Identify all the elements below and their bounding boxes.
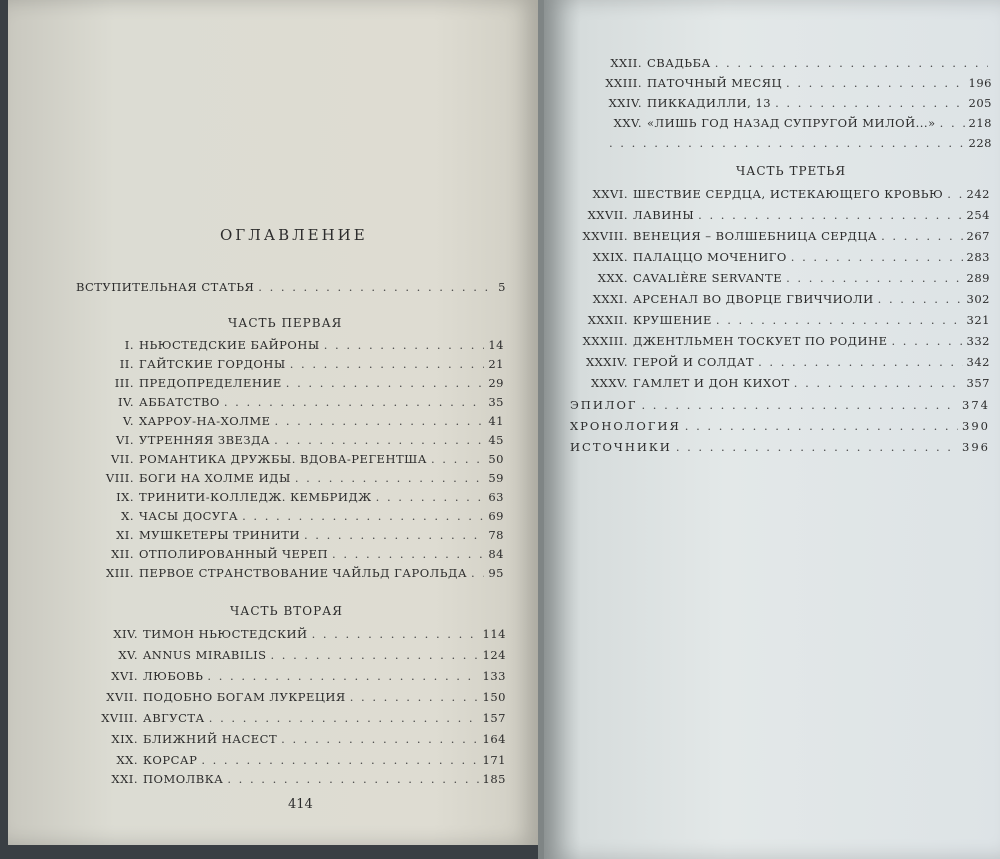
entry-page: 218	[968, 116, 992, 130]
entry-title: ПОДОБНО БОГАМ ЛУКРЕЦИЯ	[143, 690, 346, 704]
entry-page: 164	[482, 732, 506, 746]
dot-leader	[881, 229, 962, 243]
entry-page: 35	[488, 395, 504, 409]
entry-page: 5	[498, 280, 506, 294]
entry-title: ДЖЕНТЛЬМЕН ТОСКУЕТ ПО РОДИНЕ	[633, 334, 888, 348]
toc-entry	[576, 376, 990, 390]
part-two-label: ЧАСТЬ ВТОРАЯ	[230, 604, 343, 618]
entry-num: X.	[121, 509, 134, 523]
entry-title: АББАТСТВО	[139, 395, 220, 409]
toc-entry-sources	[570, 440, 990, 454]
entry-num: VIII.	[105, 471, 134, 485]
entry-page: 29	[488, 376, 504, 390]
entry-page: 45	[488, 433, 504, 447]
dot-leader	[376, 490, 485, 504]
entry-page: 357	[966, 376, 990, 390]
toc-entry	[576, 208, 990, 222]
entry-title: ЛАВИНЫ	[633, 208, 695, 222]
entry-page: 289	[966, 271, 990, 285]
entry-page: 321	[966, 313, 990, 327]
dot-leader	[281, 732, 478, 746]
dot-leader	[698, 208, 962, 222]
dot-leader	[209, 711, 479, 725]
entry-title: БОГИ НА ХОЛМЕ ИДЫ	[139, 471, 291, 485]
dot-leader	[274, 433, 484, 447]
dot-leader	[242, 509, 484, 523]
entry-title: БЛИЖНИЙ НАСЕСТ	[143, 732, 278, 746]
dot-leader	[350, 690, 479, 704]
entry-title: МУШКЕТЕРЫ ТРИНИТИ	[139, 528, 300, 542]
entry-title: ANNUS MIRABILIS	[143, 648, 267, 662]
toc-entry	[600, 116, 992, 130]
page-number: 414	[288, 797, 313, 812]
dot-leader	[471, 566, 484, 580]
entry-title: ОТПОЛИРОВАННЫЙ ЧЕРЕП	[139, 547, 329, 561]
entry-page: 342	[966, 355, 990, 369]
entry-page: 157	[482, 711, 506, 725]
toc-entry	[86, 627, 506, 641]
entry-num: XXXIII.	[582, 334, 628, 348]
dot-leader	[775, 96, 964, 110]
entry-page: 185	[482, 772, 506, 786]
toc-entry-epilogue	[570, 398, 990, 412]
entry-title: ТРИНИТИ-КОЛЛЕДЖ. КЕМБРИДЖ	[139, 490, 372, 504]
entry-num: VII.	[110, 452, 134, 466]
entry-page: 41	[488, 414, 504, 428]
entry-title: НЬЮСТЕДСКИЕ БАЙРОНЫ	[139, 338, 320, 352]
toc-entry	[576, 250, 990, 264]
toc-entry	[86, 452, 504, 466]
entry-title: CAVALIÈRE SERVANTE	[633, 271, 783, 285]
toc-entry	[576, 292, 990, 306]
entry-page: 14	[488, 338, 504, 352]
entry-num: XX.	[116, 753, 138, 767]
part-one-label: ЧАСТЬ ПЕРВАЯ	[228, 316, 343, 330]
dot-leader	[286, 376, 485, 390]
entry-page: 332	[966, 334, 990, 348]
entry-num: XXXIV.	[585, 355, 628, 369]
entry-num: V.	[123, 414, 134, 428]
toc-entry	[86, 471, 504, 485]
dot-leader	[758, 355, 962, 369]
dot-leader	[332, 547, 484, 561]
dot-leader	[324, 338, 485, 352]
toc-entry	[86, 690, 506, 704]
entry-page: 150	[482, 690, 506, 704]
dot-leader	[227, 772, 478, 786]
toc-entry	[576, 313, 990, 327]
entry-title: ПРЕДОПРЕДЕЛЕНИЕ	[139, 376, 282, 390]
entry-num: XXX.	[597, 271, 628, 285]
entry-title: ПЕРВОЕ СТРАНСТВОВАНИЕ ЧАЙЛЬД ГАРОЛЬДА	[139, 566, 468, 580]
toc-entry	[600, 56, 992, 70]
entry-page: 50	[488, 452, 504, 466]
toc-entry	[86, 376, 504, 390]
dot-leader	[258, 280, 494, 294]
entry-page: 242	[966, 187, 990, 201]
dot-leader	[685, 419, 958, 433]
entry-title: ХРОНОЛОГИЯ	[570, 419, 681, 433]
dot-leader	[791, 250, 963, 264]
toc-entry	[86, 669, 506, 683]
entry-title: ПОМОЛВКА	[143, 772, 224, 786]
entry-page: 196	[968, 76, 992, 90]
dot-leader	[271, 648, 479, 662]
entry-num: XVI.	[111, 669, 138, 683]
dot-leader	[207, 669, 478, 683]
toc-entry	[576, 229, 990, 243]
entry-title: ЧАСЫ ДОСУГА	[139, 509, 239, 523]
dot-leader	[891, 334, 962, 348]
entry-num: IX.	[116, 490, 134, 504]
entry-title: ХАРРОУ-НА-ХОЛМЕ	[139, 414, 271, 428]
entry-page: 171	[482, 753, 506, 767]
entry-num: XXVII.	[587, 208, 628, 222]
entry-num: XXV.	[613, 116, 642, 130]
entry-num: XXXI.	[592, 292, 628, 306]
entry-title: ВСТУПИТЕЛЬНАЯ СТАТЬЯ	[76, 280, 255, 294]
toc-entry	[86, 433, 504, 447]
entry-page: 124	[482, 648, 506, 662]
entry-page: 396	[962, 440, 990, 454]
entry-title: АВГУСТА	[143, 711, 205, 725]
toc-entry	[86, 490, 504, 504]
dot-leader	[224, 395, 485, 409]
toc-entry-intro	[76, 280, 506, 294]
entry-title: СВАДЬБА	[647, 56, 711, 70]
toc-entry-chronology	[570, 419, 990, 433]
toc-entry	[576, 187, 990, 201]
entry-title: ЛЮБОВЬ	[143, 669, 204, 683]
entry-page: 267	[966, 229, 990, 243]
entry-page: 78	[488, 528, 504, 542]
dot-leader	[290, 357, 485, 371]
entry-num: XVII.	[106, 690, 138, 704]
dot-leader	[304, 528, 484, 542]
dot-leader	[431, 452, 484, 466]
dot-leader	[715, 56, 988, 70]
entry-num: XXVIII.	[582, 229, 628, 243]
entry-page: 390	[962, 419, 990, 433]
dot-leader	[947, 187, 962, 201]
entry-page: 205	[968, 96, 992, 110]
entry-page: 95	[488, 566, 504, 580]
entry-num: XII.	[111, 547, 134, 561]
entry-num: XXVI.	[592, 187, 628, 201]
entry-num: XVIII.	[101, 711, 138, 725]
entry-title: ГАМЛЕТ И ДОН КИХОТ	[633, 376, 790, 390]
entry-page: 59	[488, 471, 504, 485]
entry-num: III.	[114, 376, 134, 390]
entry-num: XXXV.	[590, 376, 628, 390]
entry-num: XXIII.	[605, 76, 642, 90]
entry-title: «ЛИШЬ ГОД НАЗАД СУПРУГОЙ МИЛОЙ...»	[647, 116, 936, 130]
dot-leader	[275, 414, 485, 428]
toc-entry	[576, 271, 990, 285]
entry-num: II.	[119, 357, 134, 371]
toc-entry	[86, 753, 506, 767]
entry-title: КОРСАР	[143, 753, 198, 767]
entry-title: ГЕРОЙ И СОЛДАТ	[633, 355, 755, 369]
entry-title: ГАЙТСКИЕ ГОРДОНЫ	[139, 357, 286, 371]
toc-entry	[86, 547, 504, 561]
entry-title: КРУШЕНИЕ	[633, 313, 712, 327]
entry-title: ВЕНЕЦИЯ – ВОЛШЕБНИЦА СЕРДЦА	[633, 229, 878, 243]
dot-leader	[676, 440, 958, 454]
entry-page: 302	[966, 292, 990, 306]
toc-entry	[86, 772, 506, 786]
dot-leader	[878, 292, 963, 306]
toc-entry	[600, 96, 992, 110]
part-three-label: ЧАСТЬ ТРЕТЬЯ	[736, 164, 847, 178]
entry-page: 228	[968, 136, 992, 150]
entry-num: VI.	[115, 433, 134, 447]
entry-page: 69	[488, 509, 504, 523]
entry-num: XXI.	[111, 772, 138, 786]
entry-num: XXIX.	[592, 250, 628, 264]
entry-num: XIX.	[111, 732, 138, 746]
dot-leader	[716, 313, 963, 327]
toc-entry	[576, 334, 990, 348]
entry-title: ПАТОЧНЫЙ МЕСЯЦ	[647, 76, 783, 90]
entry-num: XI.	[116, 528, 134, 542]
entry-page: 133	[482, 669, 506, 683]
entry-title: АРСЕНАЛ ВО ДВОРЦЕ ГВИЧЧИОЛИ	[633, 292, 874, 306]
dot-leader	[609, 136, 965, 150]
entry-page: 374	[962, 398, 990, 412]
entry-title: РОМАНТИКА ДРУЖБЫ. ВДОВА-РЕГЕНТША	[139, 452, 427, 466]
entry-page: 63	[488, 490, 504, 504]
entry-num: XXIV.	[608, 96, 642, 110]
dot-leader	[786, 76, 965, 90]
entry-page: 254	[966, 208, 990, 222]
toc-entry	[86, 509, 504, 523]
entry-page: 283	[966, 250, 990, 264]
entry-title: ИСТОЧНИКИ	[570, 440, 672, 454]
entry-num: XV.	[118, 648, 138, 662]
entry-page: 21	[488, 357, 504, 371]
toc-heading: ОГЛАВЛЕНИЕ	[220, 226, 368, 244]
toc-entry	[86, 414, 504, 428]
toc-entry	[86, 648, 506, 662]
entry-title: УТРЕННЯЯ ЗВЕЗДА	[139, 433, 271, 447]
entry-title: ЭПИЛОГ	[570, 398, 638, 412]
entry-title: ТИМОН НЬЮСТЕДСКИЙ	[143, 627, 308, 641]
toc-entry	[86, 711, 506, 725]
entry-page: 114	[482, 627, 506, 641]
dot-leader	[940, 116, 965, 130]
dot-leader	[786, 271, 962, 285]
entry-title: ШЕСТВИЕ СЕРДЦА, ИСТЕКАЮЩЕГО КРОВЬЮ	[633, 187, 944, 201]
entry-num: XXII.	[610, 56, 642, 70]
entry-num: XXXII.	[587, 313, 628, 327]
entry-num: IV.	[118, 395, 134, 409]
entry-num: XIV.	[113, 627, 138, 641]
toc-entry	[600, 76, 992, 90]
toc-entry	[576, 355, 990, 369]
dot-leader	[312, 627, 479, 641]
toc-entry	[86, 732, 506, 746]
toc-entry	[86, 566, 504, 580]
toc-entry	[600, 136, 992, 150]
dot-leader	[642, 398, 959, 412]
entry-page: 84	[488, 547, 504, 561]
entry-title: ПАЛАЦЦО МОЧЕНИГО	[633, 250, 787, 264]
dot-leader	[295, 471, 485, 485]
toc-entry	[86, 395, 504, 409]
dot-leader	[201, 753, 478, 767]
entry-title: ПИККАДИЛЛИ, 13	[647, 96, 772, 110]
toc-entry	[86, 357, 504, 371]
toc-entry	[86, 528, 504, 542]
entry-num: XIII.	[106, 566, 134, 580]
dot-leader	[794, 376, 963, 390]
entry-num: I.	[124, 338, 134, 352]
toc-entry	[86, 338, 504, 352]
